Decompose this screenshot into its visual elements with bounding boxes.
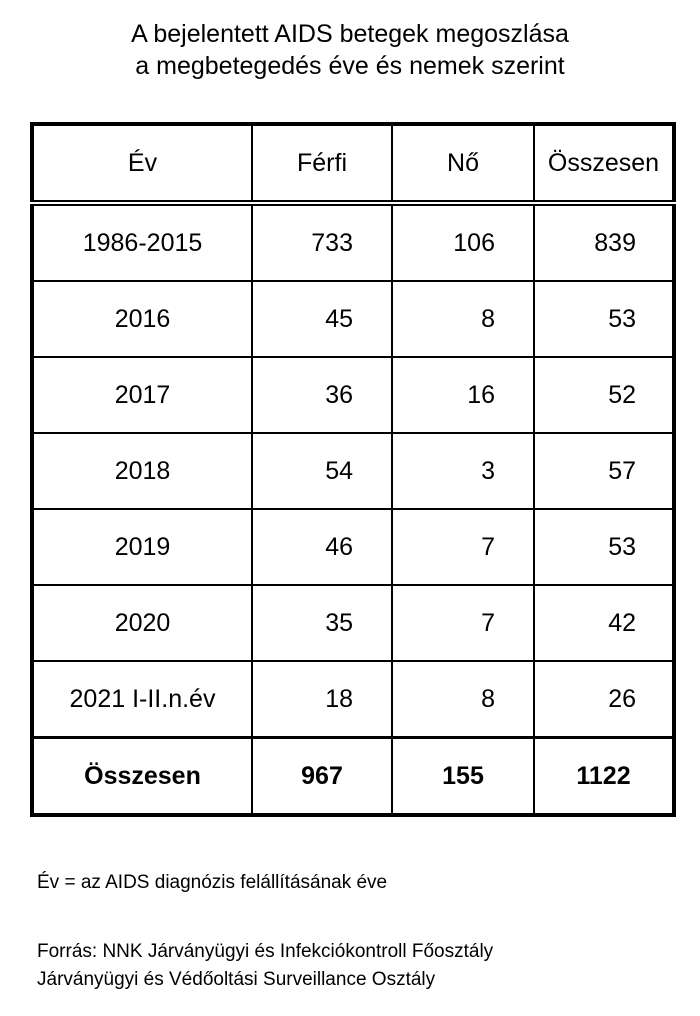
cell-year: 2020 [32, 585, 252, 661]
cell-female: 7 [392, 509, 534, 585]
total-male: 967 [252, 738, 392, 816]
cell-male: 18 [252, 661, 392, 738]
header-year: Év [32, 124, 252, 203]
cell-female: 106 [392, 203, 534, 281]
title-line-1: A bejelentett AIDS betegek megoszlása [131, 20, 569, 48]
cell-year: 2016 [32, 281, 252, 357]
cell-total: 839 [534, 203, 674, 281]
table-row [32, 433, 674, 509]
cell-year: 2018 [32, 433, 252, 509]
cell-male: 46 [252, 509, 392, 585]
table-row [32, 357, 674, 433]
table-total-row [32, 738, 674, 816]
table-row [32, 585, 674, 661]
source-line-1: Forrás: NNK Járványügyi és Infekciókontroll Főosztály [37, 941, 494, 962]
cell-female: 8 [392, 661, 534, 738]
table-row [32, 203, 674, 281]
cell-male: 45 [252, 281, 392, 357]
cell-total: 57 [534, 433, 674, 509]
cell-total: 53 [534, 281, 674, 357]
header-female: Nő [392, 124, 534, 203]
cell-total: 26 [534, 661, 674, 738]
cell-total: 53 [534, 509, 674, 585]
cell-female: 8 [392, 281, 534, 357]
header-male: Férfi [252, 124, 392, 203]
source-line-2: Járványügyi és Védőoltási Surveillance Osztály [37, 969, 436, 990]
table-row [32, 509, 674, 585]
total-label: Összesen [32, 738, 252, 816]
cell-female: 7 [392, 585, 534, 661]
cell-year: 1986-2015 [32, 203, 252, 281]
cell-total: 52 [534, 357, 674, 433]
table-header-row [32, 124, 674, 203]
cell-male: 36 [252, 357, 392, 433]
cell-year: 2017 [32, 357, 252, 433]
cell-male: 35 [252, 585, 392, 661]
cell-year: 2019 [32, 509, 252, 585]
footnote: Év = az AIDS diagnózis felállításának éve [37, 872, 388, 893]
table-row [32, 661, 674, 738]
header-total: Összesen [534, 124, 674, 203]
total-all: 1122 [534, 738, 674, 816]
cell-male: 733 [252, 203, 392, 281]
aids-cases-table [30, 122, 676, 817]
table-row [32, 281, 674, 357]
cell-male: 54 [252, 433, 392, 509]
source-citation [37, 938, 493, 994]
page-title [0, 18, 700, 82]
total-female: 155 [392, 738, 534, 816]
cell-female: 16 [392, 357, 534, 433]
cell-year: 2021 I-II.n.év [32, 661, 252, 738]
title-line-2: a megbetegedés éve és nemek szerint [135, 52, 565, 80]
cell-total: 42 [534, 585, 674, 661]
cell-female: 3 [392, 433, 534, 509]
